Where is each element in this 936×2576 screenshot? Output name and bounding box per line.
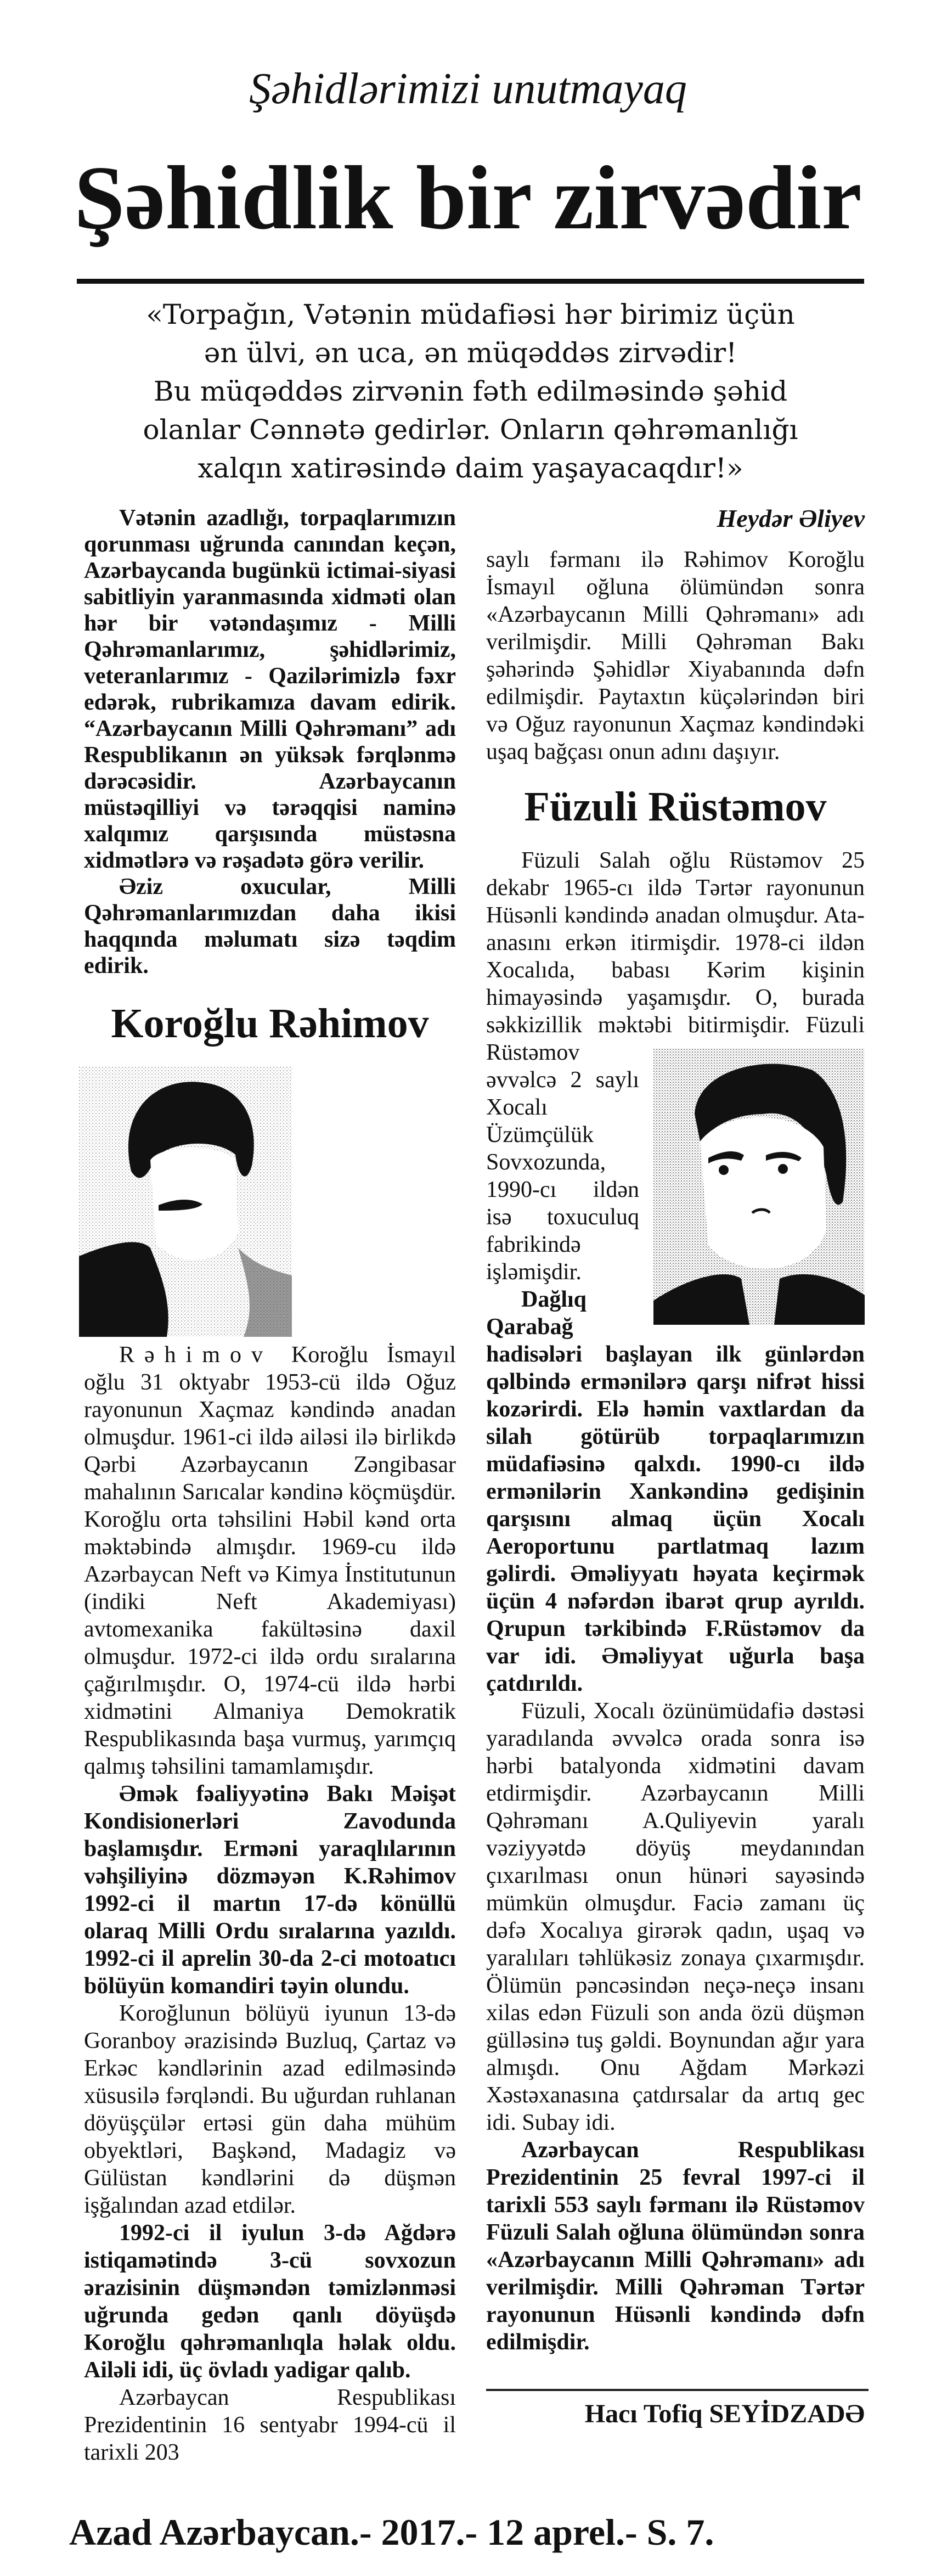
body-paragraph: Dağlıq Qarabağ hadisələri başlayan ilk günlərdən qəlbində ermənilərə qarşı nifrət hissi kozərirdi. Elə həmin vaxtlardan da silah götürüb torpaqlarımızın müdafiəsinə qalxdı. 1990-cı ildə ermənilərin Xankəndinə gedişinin qarşısını almaq üçün Xocalı Aeroportunu partlatmaq lazım gəlirdi. Əməliyyatı həyata keçirmək üçün 4 nəfərdən ibarət qrup ayrıldı. Qrupun tərkibində F.Rüstəmov da var idi. Əməliyyat uğurla başa çatdırıldı. xyxy=(486,1287,865,1696)
intro-paragraph: Əziz oxucular, Milli Qəhrəmanlarımızdan daha ikisi haqqında məlumatı sizə təqdim edirik. xyxy=(84,874,456,978)
signature-block xyxy=(486,2356,865,2431)
rubric-kicker: Şəhidlərimizi unutmayaq xyxy=(249,65,687,113)
quote-line: xalqın xatirəsində daim yaşayacaqdır!» xyxy=(198,452,743,484)
author-signature: Hacı Tofiq SEYİDZADƏ xyxy=(584,2399,865,2428)
portrait-image xyxy=(79,1067,292,1337)
article-columns xyxy=(84,505,936,2466)
signature-rule xyxy=(486,2389,869,2391)
intro-paragraph: Vətənin azadlığı, torpaqlarımızın qorunması uğrunda canından keçən, Azərbaycanda bugünkü ictimai-siyasi sabitliyin yaranmasında xidməti olan hər bir vətəndaşımız - Milli Qəhrəmanlarımız, şəhidlərimiz, veteranlarımız - Qazilərimizlə fəxr edərək, rubrikamıza davam edirik. “Azərbaycanın Milli Qəhrəmanı” adı Respublikanın ən yüksək fərqlənmə dərəcəsidir. Azərbaycanın müstəqilliyi və tərəqqisi naminə xalqımız qarşısında müstəsna xidmətlərə və rəşadətə görə verilir. xyxy=(84,505,456,873)
body-paragraph: 1992-ci il iyulun 3-də Ağdərə istiqamətində 3-cü sovxozun ərazisinin düşməndən təmizlənməsi uğrunda gedən qanlı döyüşdə Koroğlu qəhrəmanlıqla həlak oldu. Ailəli idi, üç övladı yadigar qalıb. xyxy=(84,2220,456,2383)
body-paragraph: Koroğlunun bölüyü iyunun 13-də Goranboy ərazisində Buzluq, Çartaz və Erkəc kəndlərinin azad edilməsində xüsusilə fərqləndi. Bu uğurdan ruhlanan döyüşçülər ertəsi gün daha mühüm obyektləri, Başkənd, Madagiz və Gülüstan kəndlərini də düşmən işğalından azad etdilər. xyxy=(84,2001,456,2218)
lead-word: Rəhimov xyxy=(119,1342,273,1368)
body-paragraph: Füzuli, Xocalı özünümüdafiə dəstəsi yaradılanda əvvəlcə orada sonra isə hərbi batalyonda xidmətini davam etdirmişdir. Azərbaycanın Milli Qəhrəmanı A.Quliyevin yaralı vəziyyətdə döyüş meydanından çıxarılması onun hünəri sayəsində mümkün olmuşdur. Faciə zamanı üç dəfə Xocalıya girərək qadın, uşaq və yaralıları təhlükəsiz zonaya çıxarmışdır. Ölümün pəncəsindən neçə-neçə insanı xilas edən Füzuli son anda özü düşmən gülləsinə tuş gəldi. Boynundan ağır yara almışdı. Onu Ağdam Mərkəzi Xəstəxanasına çatdırsalar da artıq gec idi. Subay idi. xyxy=(486,1698,865,2135)
body-paragraph: Əmək fəaliyyətinə Bakı Məişət Kondisionerləri Zavodunda başlamışdır. Erməni yaraqlılarının vəhşiliyinə dözməyən K.Rəhimov 1992-ci il martın 17-də könüllü olaraq Milli Ordu sıralarına yazıldı. 1992-ci il aprelin 30-da 2-ci motoatıcı bölüyün komandiri təyin olundu. xyxy=(84,1781,456,1999)
source-citation: Azad Azərbaycan.- 2017.- 12 aprel.- S. 7. xyxy=(69,2511,714,2553)
portrait-image xyxy=(653,1048,865,1325)
divider-rule xyxy=(77,279,864,284)
right-column xyxy=(486,505,865,2431)
section-heading-koroglu: Koroğlu Rəhimov xyxy=(111,1000,429,1047)
article-title: Şəhidlik bir zirvədir xyxy=(74,147,862,248)
epigraph-quote xyxy=(77,295,864,487)
section-heading-fuzuli: Füzuli Rüstəmov xyxy=(524,784,827,830)
body-paragraph: Füzuli Salah oğlu Rüstəmov 25 dekabr 1965-cı ildə Tərtər rayonunun Hüsənli kəndində anadan olmuşdur. Ata-anasını erkən itirmişdir. 1978-ci ildən Xocalıda, babası Kərim kişinin himayəsində yaşamışdır. O, burada səkkizillik məktəbi bitirmişdir. Füzuli Rüstəmov əvvəlcə 2 saylı Xocalı Üzümçülük Sovxozunda, 1990-cı ildən isə toxuculuq fabrikində işləmişdir. xyxy=(486,848,865,1285)
koroglu-rahimov-photo xyxy=(79,1067,292,1337)
body-paragraph: Azərbaycan Respublikası Prezidentinin 16 sentyabr 1994-cü il tarixli 203 xyxy=(84,2385,456,2465)
quote-author: Heydər Əliyev xyxy=(717,504,865,532)
quote-line: olanlar Cənnətə gedirlər. Onların qəhrəmanlığı xyxy=(143,414,798,446)
quote-line: ən ülvi, ən uca, ən müqəddəs zirvədir! xyxy=(204,337,737,369)
body-text: Koroğlu İsmayıl oğlu 31 oktyabr 1953-cü ildə Oğuz rayonunun Xaçmaz kəndində anadan olmuşdur. 1961-ci ildə ailəsi ilə birlikdə Qərbi Azərbaycanın Zəngibasar mahalının Sarıcalar kəndinə köçmüşdür. Koroğlu orta təhsilini Həbil kənd orta məktəbində almışdır. 1969-cu ildə Azərbaycan Neft və Kimya İnstitutunun (indiki Neft Akademiyası) avtomexanika fakültəsinə daxil olmuşdur. 1972-ci ildə ordu sıralarına çağırılmışdır. O, 1974-cü ildə hərbi xidmətini Almaniya Demokratik Respublikasında başa vurmuş, yarımçıq qalmış təhsilini tamamlamışdır. xyxy=(84,1342,456,1779)
fuzuli-rustamov-photo xyxy=(653,1048,865,1325)
quote-line: Bu müqəddəs zirvənin fəth edilməsində şəhid xyxy=(153,375,788,407)
left-column xyxy=(84,505,456,2466)
body-paragraph-continued: saylı fərmanı ilə Rəhimov Koroğlu İsmayıl oğluna ölümündən sonra «Azərbaycanın Milli Qəhrəmanı» adı verilmişdir. Milli Qəhrəman Bakı şəhərində Şəhidlər Xiyabanında dəfn edilmişdir. Paytaxtın küçələrindən biri və Oğuz rayonunun Xaçmaz kəndindəki uşaq bağçası onun adını daşıyır. xyxy=(486,547,865,764)
body-paragraph: Azərbaycan Respublikası Prezidentinin 25 fevral 1997-ci il tarixli 553 saylı fərmanı ilə Rüstəmov Füzuli Salah oğluna ölümündən sonra «Azərbaycanın Milli Qəhrəmanı» adı verilmişdir. Milli Qəhrəman Tərtər rayonunun Hüsənli kəndində dəfn edilmişdir. xyxy=(486,2138,865,2355)
quote-line: «Torpağın, Vətənin müdafiəsi hər birimiz üçün xyxy=(146,299,795,330)
